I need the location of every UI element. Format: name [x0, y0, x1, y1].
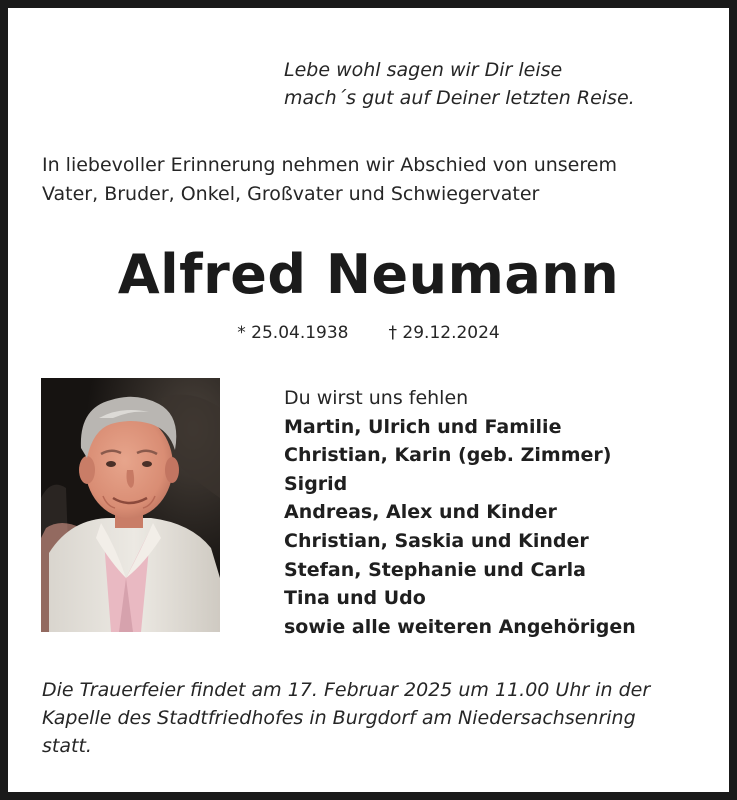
intro-line-1: In liebevoller Erinnerung nehmen wir Abschied von unserem [42, 154, 617, 176]
remembrance-intro [42, 151, 722, 209]
service-line-2: Kapelle des Stadtfriedhofes in Burgdorf am Niedersachsenring [42, 707, 636, 729]
mourners-lead: Du wirst uns fehlen [284, 387, 469, 409]
mourner-entry: Martin, Ulrich und Familie [284, 415, 562, 438]
life-dates [8, 320, 729, 346]
intro-line-2: Vater, Bruder, Onkel, Großvater und Schwiegervater [42, 183, 540, 205]
mourner-entry: Sigrid [284, 472, 348, 495]
mourner-entry: sowie alle weiteren Angehörigen [284, 615, 636, 638]
mourners-list [284, 384, 724, 641]
mourner-entry: Christian, Karin (geb. Zimmer) [284, 444, 612, 467]
mourner-entry: Stefan, Stephanie und Carla [284, 558, 586, 581]
poem-line-1: Lebe wohl sagen wir Dir leise [284, 59, 563, 81]
mourner-entry: Christian, Saskia und Kinder [284, 529, 589, 552]
portrait-photo [41, 378, 220, 632]
farewell-poem [284, 56, 704, 112]
portrait-illustration [41, 378, 220, 632]
birth-date: * 25.04.1938 [237, 323, 349, 343]
mourner-entry: Tina und Udo [284, 587, 426, 610]
funeral-service-info [42, 676, 722, 760]
death-date: † 29.12.2024 [388, 323, 500, 343]
poem-line-2: mach´s gut auf Deiner letzten Reise. [284, 87, 635, 109]
service-line-3: statt. [42, 735, 92, 757]
deceased-name: Alfred Neumann [117, 243, 620, 306]
mourner-entry: Andreas, Alex und Kinder [284, 501, 557, 524]
service-line-1: Die Trauerfeier findet am 17. Februar 2025 um 11.00 Uhr in der [42, 679, 651, 701]
